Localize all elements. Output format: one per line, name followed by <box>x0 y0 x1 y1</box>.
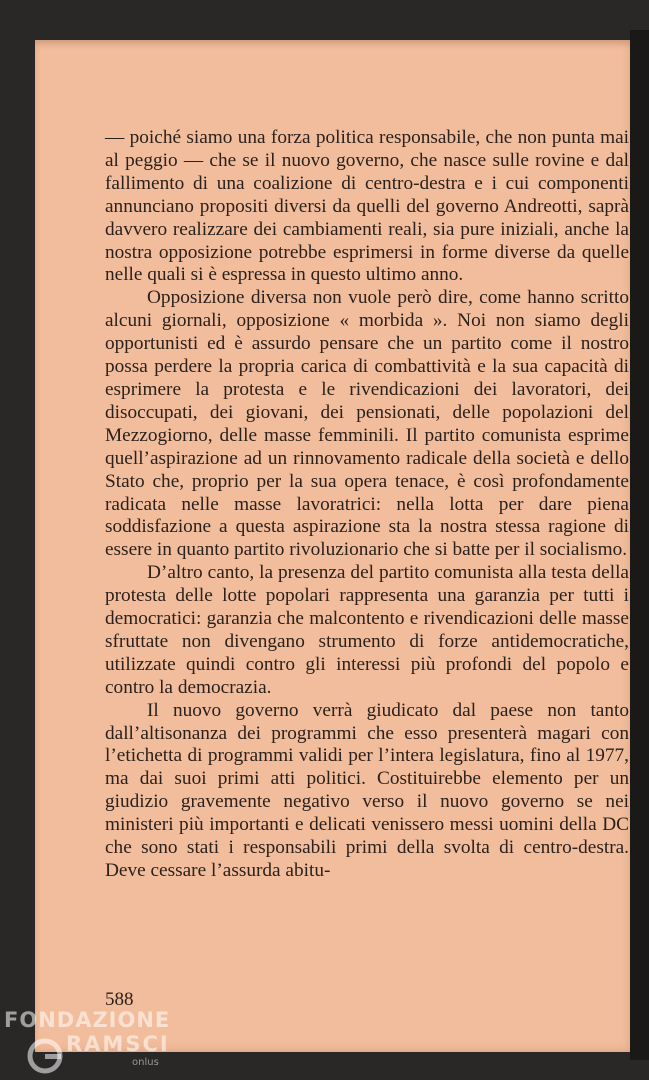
page-number: 588 <box>105 989 134 1010</box>
watermark <box>2 1008 172 1078</box>
watermark-line1: FONDAZIONE <box>4 1008 171 1032</box>
paragraph-4: Il nuovo governo verrà giudicato dal paese non tanto dall’altisonanza dei programmi che esso presenterà magari con l’etichetta di programmi validi per l’intera legislatura, fino al 1977, ma dai suoi primi atti politici. Costituirebbe elemento per un giudizio gravemente negativo verso il nuovo governo se nei ministeri più importanti e delicati venissero messi uomini della DC che sono stati i responsabili primi della svolta di centro-destra. Deve cessare l’assurda abitu- <box>105 699 629 881</box>
paragraph-1: — poiché siamo una forza politica responsabile, che non punta mai al peggio — che se il nuovo governo, che nasce sulle rovine e dal fallimento di una coalizione di centro-destra e i cui componenti annunciano propositi diversi da quelli del governo Andreotti, saprà davvero realizzare dei cambiamenti reali, sia pure iniziali, anche la nostra opposizione potrebbe esprimersi in forme diverse da quelle nelle quali si è espressa in questo ultimo anno. <box>105 127 629 286</box>
watermark-onlus: onlus <box>132 1057 159 1068</box>
paragraph-3: D’altro canto, la presenza del partito comunista alla testa della protesta delle lotte popolari rappresenta una garanzia per tutti i democratici: garanzia che malcontento e rivendicazioni delle masse sfruttate non divengano strumento di forze antidemocratiche, utilizzate quindi contro gli interessi più profondi del popolo e contro la democrazia. <box>105 562 629 698</box>
gramsci-logo-icon <box>26 1035 68 1077</box>
watermark-line2: RAMSCI <box>66 1032 170 1056</box>
paragraph-2: Opposizione diversa non vuole però dire, come hanno scritto alcuni giornali, opposizione « morbida ». Noi non siamo degli opportunisti ed è assurdo pensare che un partito come il nostro possa perdere la propria carica di combattività e la sua capacità di esprimere la protesta e le rivendicazioni dei lavoratori, dei disoccupati, dei giovani, dei pensionati, delle popolazioni del Mezzogiorno, delle masse femminili. Il partito comunista esprime quell’aspirazione ad un rinnovamento radicale della società e dello Stato che, proprio per la sua opera tenace, è così profondamente radicata nelle masse lavoratrici: nella lotta per dare piena soddisfazione a questa aspirazione sta la nostra stessa ragione di essere in quanto partito rivoluzionario che si batte per il socialismo. <box>105 287 629 561</box>
scan-edge <box>630 30 649 1060</box>
body-text <box>105 127 629 883</box>
